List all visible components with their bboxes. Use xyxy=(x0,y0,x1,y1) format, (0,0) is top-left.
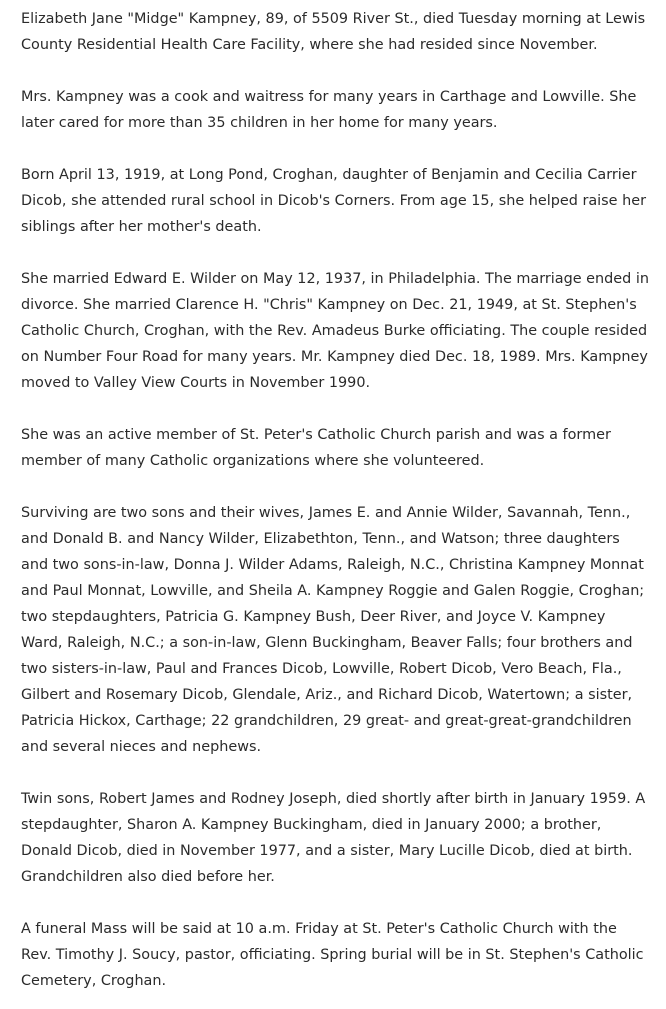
obituary-paragraph-predeceased: Twin sons, Robert James and Rodney Joseph, died shortly after birth in January 1959. A stepdaughter, Sharon A. Kampney Buckingham, died in January 2000; a brother, Donald Dicob, died in November 1977, and a sister, Mary Lucille Dicob, died at birth. Grandchildren also died before her. xyxy=(21,791,646,885)
obituary-paragraph-marriage: She married Edward E. Wilder on May 12, 1937, in Philadelphia. The marriage ended in divorce. She married Clarence H. "Chris" Kampney on Dec. 21, 1949, at St. Stephen's Catholic Church, Croghan, with the Rev. Amadeus Burke officiating. The couple resided on Number Four Road for many years. Mr. Kampney died Dec. 18, 1989. Mrs. Kampney moved to Valley View Courts in November 1990. xyxy=(21,271,649,391)
obituary-paragraph-survivors: Surviving are two sons and their wives, James E. and Annie Wilder, Savannah, Tenn., and Donald B. and Nancy Wilder, Elizabethton, Tenn., and Watson; three daughters and two sons-in-law, Donna J. Wilder Adams, Raleigh, N.C., Christina Kampney Monnat and Paul Monnat, Lowville, and Sheila A. Kampney Roggie and Galen Roggie, Croghan; two stepdaughters, Patricia G. Kampney Bush, Deer River, and Joyce V. Kampney Ward, Raleigh, N.C.; a son-in-law, Glenn Buckingham, Beaver Falls; four brothers and two sisters-in-law, Paul and Frances Dicob, Lowville, Robert Dicob, Vero Beach, Fla., Gilbert and Rosemary Dicob, Glendale, Ariz., and Richard Dicob, Watertown; a sister, Patricia Hickox, Carthage; 22 grandchildren, 29 great- and great-great-grandchildren and several nieces and nephews. xyxy=(21,505,645,755)
obituary-paragraph-church: She was an active member of St. Peter's Catholic Church parish and was a former member of many Catholic organizations where she volunteered. xyxy=(21,427,611,469)
obituary-article xyxy=(21,6,651,994)
obituary-paragraph-funeral: A funeral Mass will be said at 10 a.m. Friday at St. Peter's Catholic Church with the Rev. Timothy J. Soucy, pastor, officiating. Spring burial will be in St. Stephen's Catholic Cemetery, Croghan. xyxy=(21,921,644,989)
obituary-paragraph-birth: Born April 13, 1919, at Long Pond, Croghan, daughter of Benjamin and Cecilia Carrier Dicob, she attended rural school in Dicob's Corners. From age 15, she helped raise her siblings after her mother's death. xyxy=(21,167,646,235)
obituary-paragraph-career: Mrs. Kampney was a cook and waitress for many years in Carthage and Lowville. She later cared for more than 35 children in her home for many years. xyxy=(21,89,637,131)
obituary-paragraph-intro: Elizabeth Jane "Midge" Kampney, 89, of 5509 River St., died Tuesday morning at Lewis County Residential Health Care Facility, where she had resided since November. xyxy=(21,11,646,53)
